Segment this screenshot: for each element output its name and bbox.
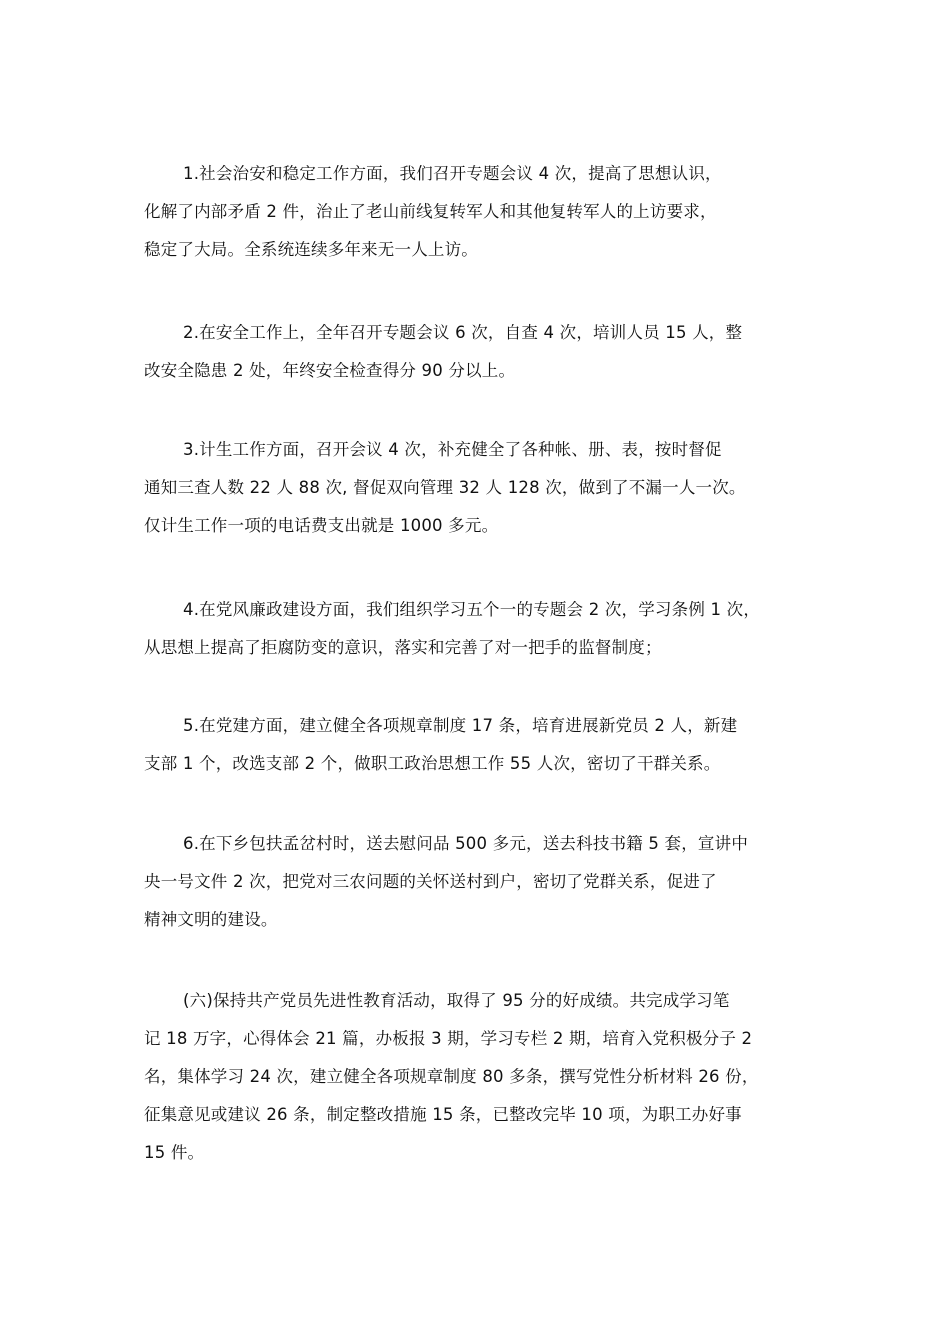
paragraph-line: 6.在下乡包扶孟岔村时，送去慰问品 500 多元，送去科技书籍 5 套，宣讲中 (183, 834, 749, 853)
paragraph-line: 仅计生工作一项的电话费支出就是 1000 多元。 (144, 516, 499, 535)
paragraph-3 (144, 431, 824, 545)
paragraph-line: 征集意见或建议 26 条，制定整改措施 15 条，已整改完毕 10 项，为职工办好事 (144, 1105, 742, 1124)
paragraph-line: 15 件。 (144, 1143, 205, 1162)
paragraph-line: 化解了内部矛盾 2 件，治止了老山前线复转军人和其他复转军人的上访要求， (144, 202, 717, 221)
paragraph-line: 支部 1 个，改选支部 2 个，做职工政治思想工作 55 人次，密切了干群关系。 (144, 754, 721, 773)
paragraph-2 (144, 314, 824, 390)
paragraph-line: 记 18 万字，心得体会 21 篇，办板报 3 期，学习专栏 2 期，培育入党积极分子 2 (144, 1029, 753, 1048)
paragraph-1 (144, 155, 824, 269)
paragraph-4 (144, 591, 824, 667)
paragraph-line: 改安全隐患 2 处，年终安全检查得分 90 分以上。 (144, 361, 516, 380)
paragraph-line: 稳定了大局。全系统连续多年来无一人上访。 (144, 240, 478, 259)
paragraph-line: 从思想上提高了拒腐防变的意识，落实和完善了对一把手的监督制度； (144, 638, 662, 657)
paragraph-line: 名，集体学习 24 次，建立健全各项规章制度 80 多条，撰写党性分析材料 26 份， (144, 1067, 759, 1086)
paragraph-line: 4.在党风廉政建设方面，我们组织学习五个一的专题会 2 次，学习条例 1 次， (183, 600, 761, 619)
paragraph-7 (144, 982, 824, 1172)
paragraph-line: (六)保持共产党员先进性教育活动，取得了 95 分的好成绩。共完成学习笔 (183, 991, 730, 1010)
paragraph-line: 精神文明的建设。 (144, 910, 278, 929)
paragraph-line: 3.计生工作方面，召开会议 4 次，补充健全了各种帐、册、表，按时督促 (183, 440, 722, 459)
paragraph-line: 5.在党建方面，建立健全各项规章制度 17 条，培育进展新党员 2 人，新建 (183, 716, 738, 735)
paragraph-6 (144, 825, 824, 939)
paragraph-line: 央一号文件 2 次，把党对三农问题的关怀送村到户，密切了党群关系，促进了 (144, 872, 717, 891)
paragraph-line: 1.社会治安和稳定工作方面，我们召开专题会议 4 次，提高了思想认识， (183, 164, 722, 183)
paragraph-5 (144, 707, 824, 783)
paragraph-line: 2.在安全工作上，全年召开专题会议 6 次，自查 4 次，培训人员 15 人，整 (183, 323, 743, 342)
paragraph-line: 通知三查人数 22 人 88 次, 督促双向管理 32 人 128 次，做到了不漏一人一次。 (144, 478, 746, 497)
